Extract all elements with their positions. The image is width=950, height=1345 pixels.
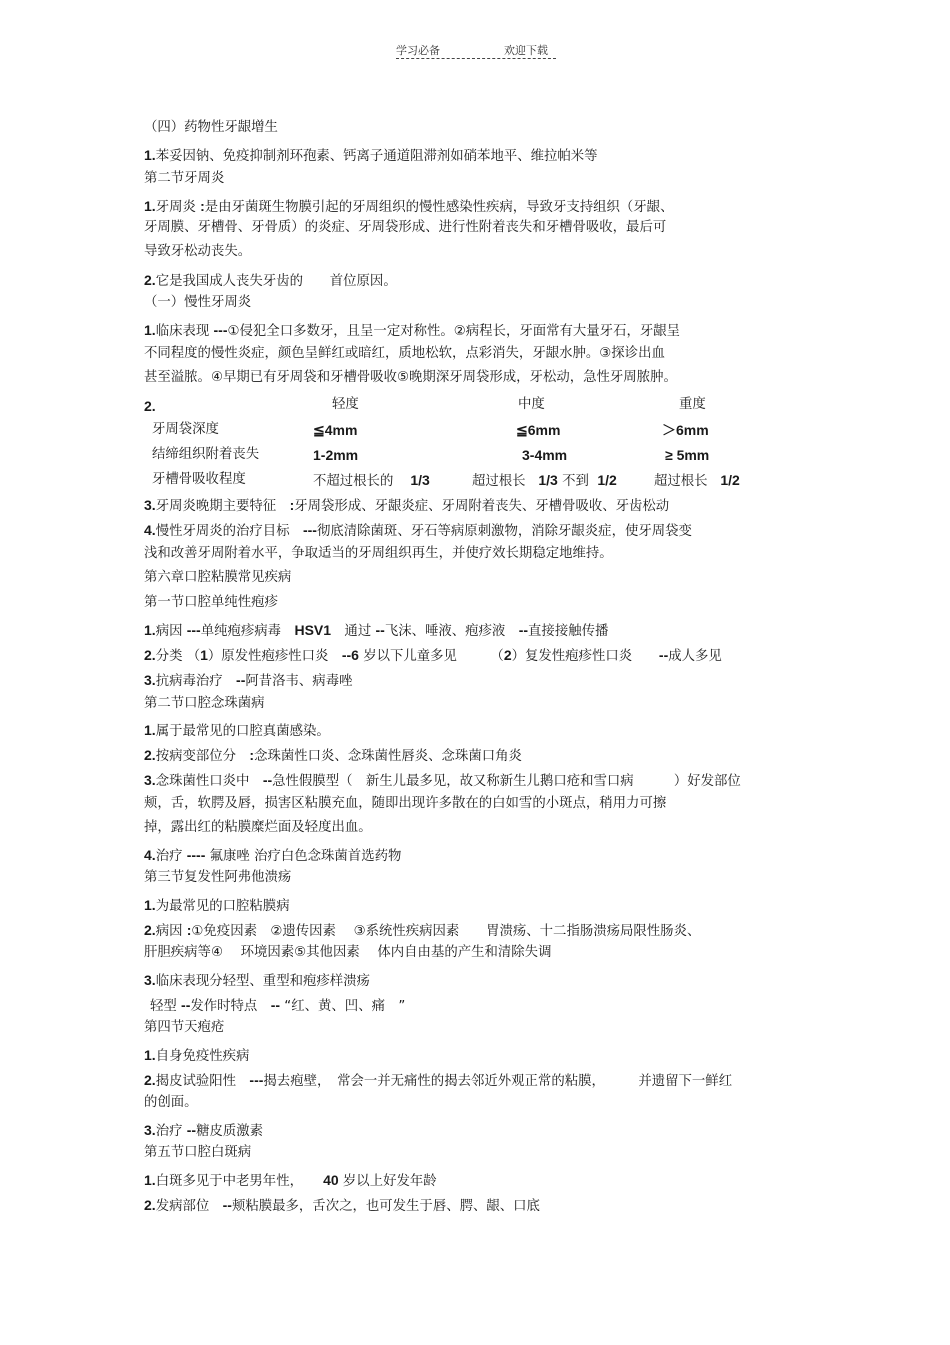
line-text: 临床表现 <box>155 324 214 339</box>
line-cont: 颊，舌，软腭及唇，损害区粘膜充血，随即出现许多散在的白如雪的小斑点，稍用力可擦 <box>144 796 667 811</box>
line-text: 牙周炎 <box>155 200 201 215</box>
cell-moderate <box>516 421 560 441</box>
item-number: 3. <box>144 672 156 688</box>
item-number: 1. <box>144 147 156 163</box>
section-leukoplakia: 第五节口腔白斑病 <box>144 1145 252 1160</box>
line-candida-2 <box>144 746 522 766</box>
line-candida-3 <box>144 771 741 791</box>
line-text: 病因 <box>155 924 187 939</box>
item-number: 2. <box>144 922 156 938</box>
line-text: 抗病毒治疗 <box>155 674 237 689</box>
line-aphthous-2 <box>144 921 700 941</box>
line-mild-type <box>150 996 405 1016</box>
bold-text: -- <box>270 997 281 1013</box>
line-text: 牙周袋形成、牙龈炎症、牙周附着丧失、牙槽骨吸收、牙齿松动 <box>294 499 670 514</box>
bold-text: --- <box>302 522 317 538</box>
line-text: 揭皮试验阳性 <box>155 1074 250 1089</box>
line-text: 念珠菌性口炎、念珠菌性唇炎、念珠菌口角炎 <box>254 749 522 764</box>
row-label: 牙槽骨吸收程度 <box>152 472 246 487</box>
line-text: 岁以上好发年龄 <box>338 1174 437 1189</box>
bold-text: -- <box>186 1122 197 1138</box>
line-text: 治疗 <box>155 1124 187 1139</box>
line-primary-cause <box>144 271 397 291</box>
bold-text: 40 <box>323 1172 339 1188</box>
bold-text: 1/3 <box>410 472 430 488</box>
line-text: 直接接触传播 <box>528 624 609 639</box>
line-text: ①免疫因素 ②遗传因素 ③系统性疾病因素 胃溃疡、十二指肠溃疡局限性肠炎、 <box>191 924 701 939</box>
line-text: 属于最常见的口腔真菌感染。 <box>155 724 330 739</box>
item-number: 1. <box>144 1172 156 1188</box>
line-text: 慢性牙周炎的治疗目标 <box>155 524 303 539</box>
line-text: 急性假膜型（ 新生儿最多见，故又称新生儿鹅口疮和雪口病 ）好发部位 <box>272 774 741 789</box>
line-text: 它是我国成人丧失牙齿的 首位原因。 <box>155 274 397 289</box>
line-text: 糖皮质激素 <box>196 1124 264 1139</box>
line-text: “红、黄、凹、痛 ” <box>280 999 406 1014</box>
item-number: 3. <box>144 497 156 513</box>
bold-text: -- <box>658 647 669 663</box>
line-text: 轻型 <box>150 999 182 1014</box>
bold-text: -- <box>181 997 191 1013</box>
line-text: 通过 <box>331 624 376 639</box>
bold-text: --6 <box>341 647 359 663</box>
bold-text: 2 <box>503 647 512 663</box>
line-text: 氟康唑 治疗白色念珠菌首选药物 <box>205 849 402 864</box>
line-text: 成人多见 <box>668 649 722 664</box>
line-cont: 不同程度的慢性炎症，颜色呈鲜红或暗红，质地松软，点彩消失，牙龈水肿。③探诊出血 <box>144 346 665 361</box>
bold-text: -- <box>518 622 529 638</box>
cell-severe <box>665 446 709 466</box>
cell-text: 超过根长 <box>472 474 526 489</box>
chapter-heading: 第六章口腔粘膜常见疾病 <box>144 570 292 585</box>
line-text: 苯妥因钠、免疫抑制剂环孢素、钙离子通道阻滞剂如硝苯地平、维拉帕米等 <box>155 149 598 164</box>
section-aphthous: 第三节复发性阿弗他溃疡 <box>144 870 292 885</box>
line-text: 单纯疱疹病毒 <box>200 624 295 639</box>
line-drug-list <box>144 146 598 166</box>
header-severe: 重度 <box>679 397 706 412</box>
line-text: 临床表现分轻型、重型和疱疹样溃疡 <box>155 974 370 989</box>
line-candida-4 <box>144 846 401 866</box>
item-number: 2. <box>144 1197 156 1213</box>
bold-text: : <box>289 497 295 513</box>
line-text: 岁以下儿童多见 （ <box>358 649 504 664</box>
line-pemphigus-1 <box>144 1046 249 1066</box>
section-herpes: 第一节口腔单纯性疱疹 <box>144 595 278 610</box>
line-leukoplakia-2 <box>144 1196 540 1216</box>
line-text: 为最常见的口腔粘膜病 <box>155 899 290 914</box>
line-text: 飞沫、唾液、疱疹液 <box>384 624 519 639</box>
line-cont: 浅和改善牙周附着水平，争取适当的牙周组织再生，并使疗效长期稳定地维持。 <box>144 546 613 561</box>
line-herpes-class <box>144 646 722 666</box>
bold-text: --- <box>186 622 201 638</box>
cell-severe <box>654 471 740 491</box>
line-pemphigus-3 <box>144 1121 263 1141</box>
line-aphthous-1 <box>144 896 290 916</box>
line-text: ①侵犯全口多数牙，且呈一定对称性。②病程长，牙面常有大量牙石，牙龈呈 <box>227 324 681 339</box>
line-cont: 的创面。 <box>144 1095 198 1110</box>
line-text: 发病部位 <box>155 1199 223 1214</box>
line-text: 是由牙菌斑生物膜引起的牙周组织的慢性感染性疾病，导致牙支持组织（牙龈、 <box>204 200 674 215</box>
line-text: 病因 <box>155 624 187 639</box>
page-header <box>396 40 556 59</box>
bold-text: -- <box>222 1197 232 1213</box>
bold-text: ---- <box>186 847 206 863</box>
line-text: 念珠菌性口炎中 <box>155 774 263 789</box>
header-left: 学习必备 <box>396 44 440 57</box>
item-number: 1. <box>144 622 156 638</box>
item-number: 2. <box>144 747 156 763</box>
line-text: ）原发性疱疹性口炎 <box>207 649 342 664</box>
line-text: 治疗 <box>155 849 187 864</box>
section-candida: 第二节口腔念珠菌病 <box>144 696 265 711</box>
bold-text: 1/2 <box>597 472 617 488</box>
line-text: 颊粘膜最多，舌次之，也可发生于唇、腭、龈、口底 <box>231 1199 540 1214</box>
cell-moderate <box>472 471 617 491</box>
item-number: 4. <box>144 522 156 538</box>
item-number: 1. <box>144 1047 156 1063</box>
bold-text: ≥ 5mm <box>665 447 710 463</box>
line-candida-1 <box>144 721 330 741</box>
line-text: 阿昔洛韦、病毒唑 <box>245 674 353 689</box>
line-text: 揭去疱壁， 常会一并无痛性的揭去邻近外观正常的粘膜， 并遗留下一鲜红 <box>263 1074 733 1089</box>
section-pemphigus: 第四节天疱疮 <box>144 1020 225 1035</box>
row-label: 结缔组织附着丧失 <box>152 447 260 462</box>
row-label: 牙周袋深度 <box>152 422 219 437</box>
cell-mild <box>313 446 358 466</box>
item-number: 1. <box>144 897 156 913</box>
bold-text: ＞6mm <box>662 422 709 438</box>
cell-severe <box>662 421 709 441</box>
bold-text: ≦4mm <box>313 422 358 438</box>
item-number: 4. <box>144 847 156 863</box>
bold-text: 1-2mm <box>313 447 359 463</box>
line-leukoplakia-1 <box>144 1171 437 1191</box>
bold-text: : <box>186 922 192 938</box>
cell-text: 不超过根长的 <box>313 474 394 489</box>
line-text: ）复发性疱疹性口炎 <box>511 649 659 664</box>
bold-text: ≦6mm <box>516 422 561 438</box>
bold-text: : <box>249 747 255 763</box>
header-right: 欢迎下载 <box>504 44 548 57</box>
bold-text: 3-4mm <box>522 447 568 463</box>
item-number: 2. <box>144 1072 156 1088</box>
line-text: 白斑多见于中老男年性， <box>155 1174 324 1189</box>
cell-text: 超过根长 <box>654 474 708 489</box>
item-number: 3. <box>144 972 156 988</box>
line-periodontitis-def <box>144 197 673 217</box>
cell-mild <box>313 471 430 491</box>
heading-chronic-periodontitis: （一）慢性牙周炎 <box>144 295 252 310</box>
item-number: 2. <box>144 398 156 414</box>
bold-text: --- <box>249 1072 264 1088</box>
line-cont: 掉，露出红的粘膜糜烂面及轻度出血。 <box>144 820 372 835</box>
bold-text: 1/3 <box>538 472 558 488</box>
item-number: 1. <box>144 198 156 214</box>
item-number: 2. <box>144 647 156 663</box>
header-mild: 轻度 <box>332 397 359 412</box>
item-number: 2. <box>144 272 156 288</box>
line-text: 彻底清除菌斑、牙石等病原刺激物，消除牙龈炎症，使牙周袋变 <box>316 524 692 539</box>
section-periodontitis: 第二节牙周炎 <box>144 171 225 186</box>
heading-drug-gingival: （四）药物性牙龈增生 <box>144 120 278 135</box>
line-cont: 牙周膜、牙槽骨、牙骨质）的炎症、牙周袋形成、进行性附着丧失和牙槽骨吸收，最后可 <box>144 220 667 235</box>
line-aphthous-3 <box>144 971 370 991</box>
line-text: 分类 （ <box>155 649 201 664</box>
line-text: 牙周炎晚期主要特征 <box>155 499 290 514</box>
bold-text: -- <box>375 622 385 638</box>
bold-text: HSV1 <box>294 622 332 638</box>
bold-text: -- <box>236 672 246 688</box>
line-clinical <box>144 321 680 341</box>
line-cont: 甚至溢脓。④早期已有牙周袋和牙槽骨吸收⑤晚期深牙周袋形成，牙松动，急性牙周脓肿。 <box>144 370 677 385</box>
table-number <box>144 397 156 417</box>
bold-text: -- <box>262 772 273 788</box>
item-number: 1. <box>144 722 156 738</box>
line-text: 自身免疫性疾病 <box>155 1049 250 1064</box>
bold-text: : <box>200 198 205 214</box>
line-pemphigus-2 <box>144 1071 732 1091</box>
bold-text: 1/2 <box>720 472 740 488</box>
item-number: 1. <box>144 322 156 338</box>
line-text: 按病变部位分 <box>155 749 250 764</box>
line-text: 发作时特点 <box>190 999 271 1014</box>
item-number: 3. <box>144 772 156 788</box>
cell-mild <box>313 421 357 441</box>
line-cont: 肝胆疾病等④ 环境因素⑤其他因素 体内自由基的产生和清除失调 <box>144 945 552 960</box>
cell-moderate <box>522 446 567 466</box>
bold-text: 1 <box>200 647 208 663</box>
cell-text: 不到 <box>562 474 589 489</box>
item-number: 3. <box>144 1122 156 1138</box>
line-herpes-cause <box>144 621 608 641</box>
line-antiviral <box>144 671 352 691</box>
line-treatment-goal <box>144 521 692 541</box>
line-late-features <box>144 496 669 516</box>
header-moderate: 中度 <box>518 397 545 412</box>
bold-text: --- <box>213 322 228 338</box>
line-cont: 导致牙松动丧失。 <box>144 244 252 259</box>
